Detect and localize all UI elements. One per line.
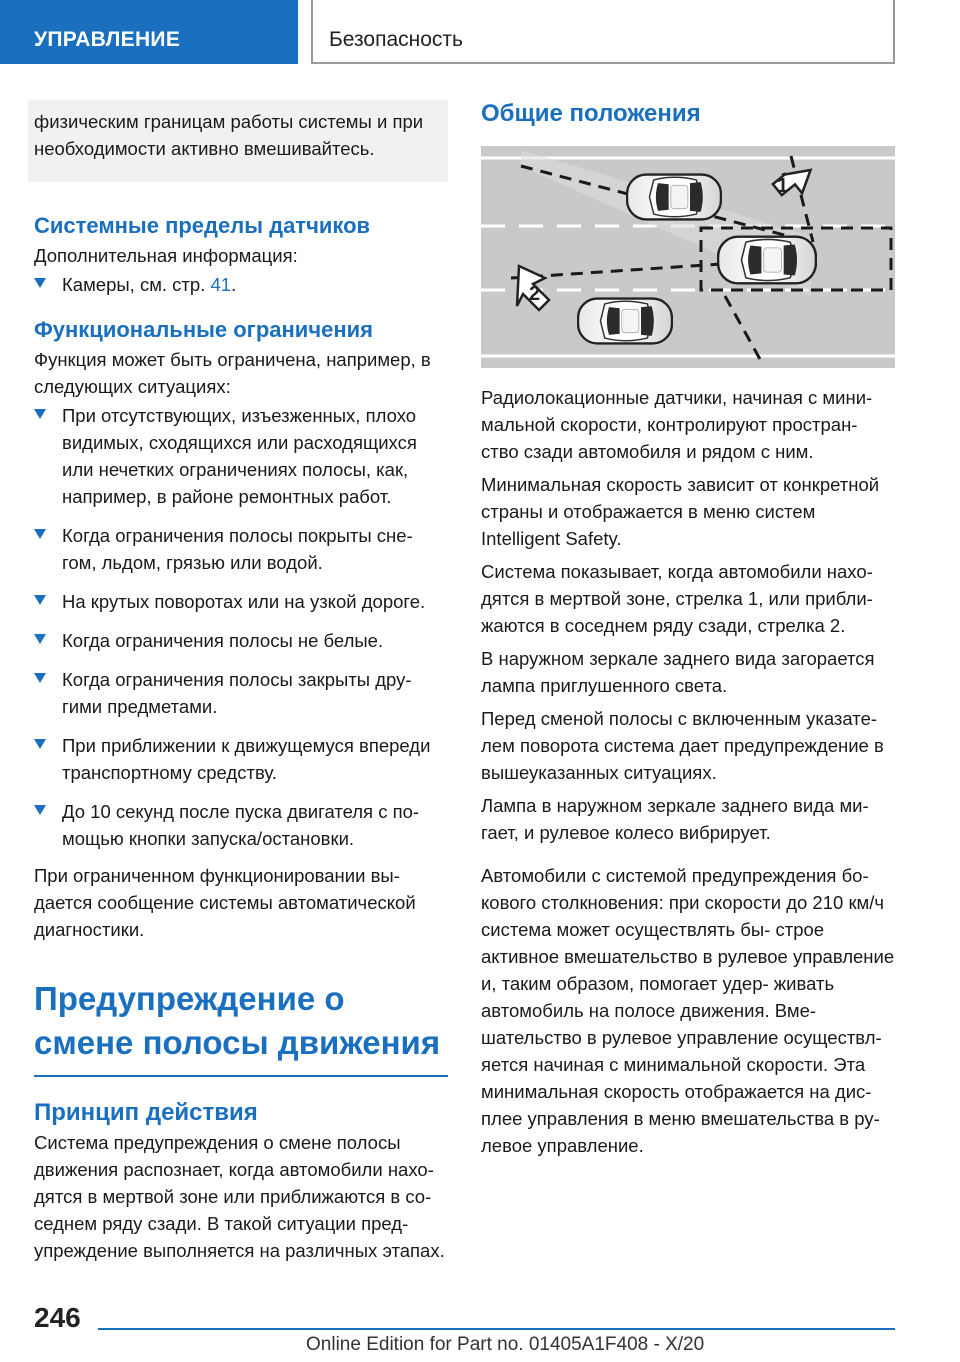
bullet-triangle-icon — [34, 805, 46, 815]
functional-limits-intro: Функция может быть ограничена, например, в следующих ситуациях: — [34, 349, 431, 397]
list-item — [34, 522, 448, 576]
principle-text: Система предупреждения о смене полосы движения распознает, когда автомобили нахо- дятся в мертвой зоне или приближаются в со- седнем ряду сзади. В такой ситуации пред- упреждение выполняется на различных этапах. — [34, 1132, 445, 1261]
bullet-triangle-icon — [34, 529, 46, 539]
list-item — [34, 798, 448, 852]
bullet-triangle-icon — [34, 634, 46, 644]
note-box — [28, 100, 448, 182]
bullet-triangle-icon — [34, 409, 46, 419]
arrow-1-label: 1 — [777, 175, 789, 197]
list-item-text: При отсутствующих, изъезженных, плохо видимых, сходящихся или расходящихся или нечетких ограничениях полосы, как, например, в районе ремонтных работ. — [62, 405, 417, 507]
functional-limits-list — [34, 402, 448, 852]
list-item-text: На крутых поворотах или на узкой дороге. — [62, 591, 426, 612]
list-item-text: Когда ограничения полосы закрыты дру- гими предметами. — [62, 669, 412, 717]
list-item-text: Когда ограничения полосы не белые. — [62, 630, 384, 651]
list-item-text: Когда ограничения полосы покрыты сне- гом, льдом, грязью или водой. — [62, 525, 413, 573]
list-item-end: . — [231, 274, 237, 295]
chapter-title: Безопасность — [329, 28, 463, 51]
paragraph: Лампа в наружном зеркале заднего вида ми- гает, и рулевое колесо вибрирует. — [481, 795, 869, 843]
sensor-limits-heading: Системные пределы датчиков — [34, 213, 371, 238]
functional-limits-outro: При ограниченном функционировании вы- дается сообщение системы автоматической диагностики. — [34, 865, 416, 940]
list-item — [34, 627, 448, 654]
paragraph: Перед сменой полосы с включенным указате- лем поворота система дает предупреждение в вышеуказанных ситуациях. — [481, 708, 884, 783]
sensor-limits-list — [34, 271, 448, 298]
sensor-limits-intro: Дополнительная информация: — [34, 245, 298, 266]
car-approaching — [578, 299, 672, 344]
footer-divider — [98, 1328, 895, 1330]
lane-change-diagram — [481, 146, 895, 368]
right-column — [481, 100, 895, 1159]
functional-limits-heading: Функциональные ограничения — [34, 317, 373, 342]
list-item — [34, 588, 448, 615]
list-item — [34, 271, 448, 298]
general-heading: Общие положения — [481, 100, 701, 127]
bullet-triangle-icon — [34, 739, 46, 749]
page-number: 246 — [34, 1302, 81, 1333]
bullet-triangle-icon — [34, 673, 46, 683]
paragraph: В наружном зеркале заднего вида загорается лампа приглушенного света. — [481, 648, 875, 696]
list-item-text: При приближении к движущемуся впереди транспортному средству. — [62, 735, 431, 783]
left-column — [34, 100, 448, 1264]
footer-edition: Online Edition for Part no. 01405A1F408 - X/20 — [306, 1334, 705, 1355]
chapter-tab — [311, 0, 895, 64]
note-text: физическим границам работы системы и при необходимости активно вмешивайтесь. — [34, 111, 424, 159]
list-item-text: Камеры, см. стр. — [62, 274, 211, 295]
car-own — [718, 237, 816, 284]
principle-heading: Принцип действия — [34, 1099, 258, 1126]
section-title: УПРАВЛЕНИЕ — [34, 28, 181, 51]
list-item — [34, 666, 448, 720]
list-item-text: До 10 секунд после пуска двигателя с по- мощью кнопки запуска/остановки. — [62, 801, 420, 849]
section-tab — [0, 0, 298, 64]
arrow-2-label: 2 — [529, 283, 541, 305]
lane-change-warning-heading: Предупреждение о смене полосы движения — [34, 977, 448, 1077]
paragraph: Минимальная скорость зависит от конкретной страны и отображается в меню систем Intelligent Safety. — [481, 474, 880, 549]
list-item — [34, 732, 448, 786]
paragraph: Автомобили с системой предупреждения бо- кового столкновения: при скорости до 210 км/ч система может осуществлять бы- строе активное вмешательство в рулевое управление и, таким образом, помогает удер- живать автомобиль на полосе движения. Вме- шательство в рулевое управление осуществл- яется начиная с минимальной скорости. Эта минимальная скорость отображается на дис- плее управления в меню вмешательства в ру- левое управление. — [481, 865, 895, 1156]
bullet-triangle-icon — [34, 595, 46, 605]
page-reference-link[interactable]: 41 — [210, 274, 232, 295]
bullet-triangle-icon — [34, 278, 46, 288]
paragraph: Радиолокационные датчики, начиная с мини- мальной скорости, контролируют простран- ство сзади автомобиля и рядом с ним. — [481, 387, 873, 462]
car-blind-spot — [627, 175, 721, 220]
paragraph: Система показывает, когда автомобили нахо- дятся в мертвой зоне, стрелка 1, или прибли- жаются в соседнем ряду сзади, стрелка 2. — [481, 561, 873, 636]
list-item — [34, 402, 448, 510]
